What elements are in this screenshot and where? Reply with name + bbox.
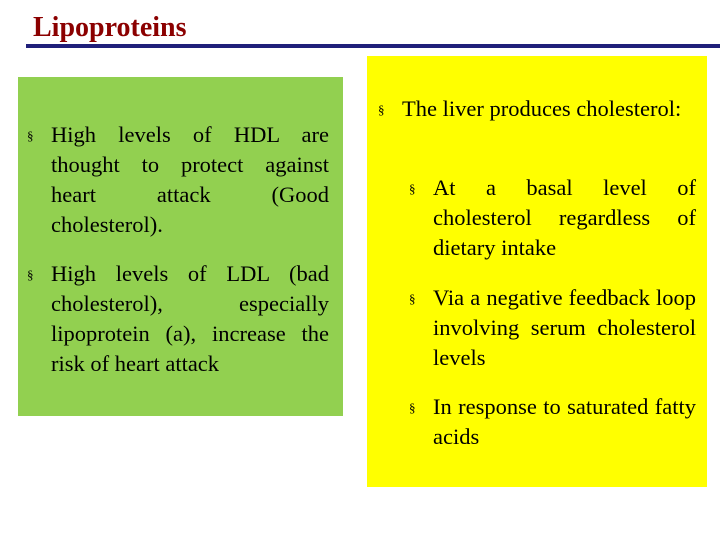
bullet-icon: §: [378, 102, 385, 117]
bullet-icon: §: [27, 128, 34, 143]
left-bullet-hdl: High levels of HDL are thought to protect against heart attack (Good cholesterol).: [51, 122, 329, 237]
title-underline: [26, 44, 720, 48]
right-lead-bullet: The liver produces cholesterol:: [402, 96, 682, 121]
bullet-icon: §: [409, 400, 416, 415]
left-bullet-ldl: High levels of LDL (bad cholesterol), especially lipoprotein (a), increase the risk of heart attack: [51, 261, 329, 376]
right-sub-bullet-basal: At a basal level of cholesterol regardless of dietary intake: [433, 175, 696, 260]
bullet-icon: §: [27, 267, 34, 282]
bullet-icon: §: [409, 291, 416, 306]
right-sub-bullet-saturated: In response to saturated fatty acids: [433, 394, 696, 449]
bullet-icon: §: [409, 181, 416, 196]
right-sub-bullet-feedback: Via a negative feedback loop involving serum cholesterol levels: [433, 285, 696, 370]
slide-title: Lipoproteins: [33, 12, 187, 43]
